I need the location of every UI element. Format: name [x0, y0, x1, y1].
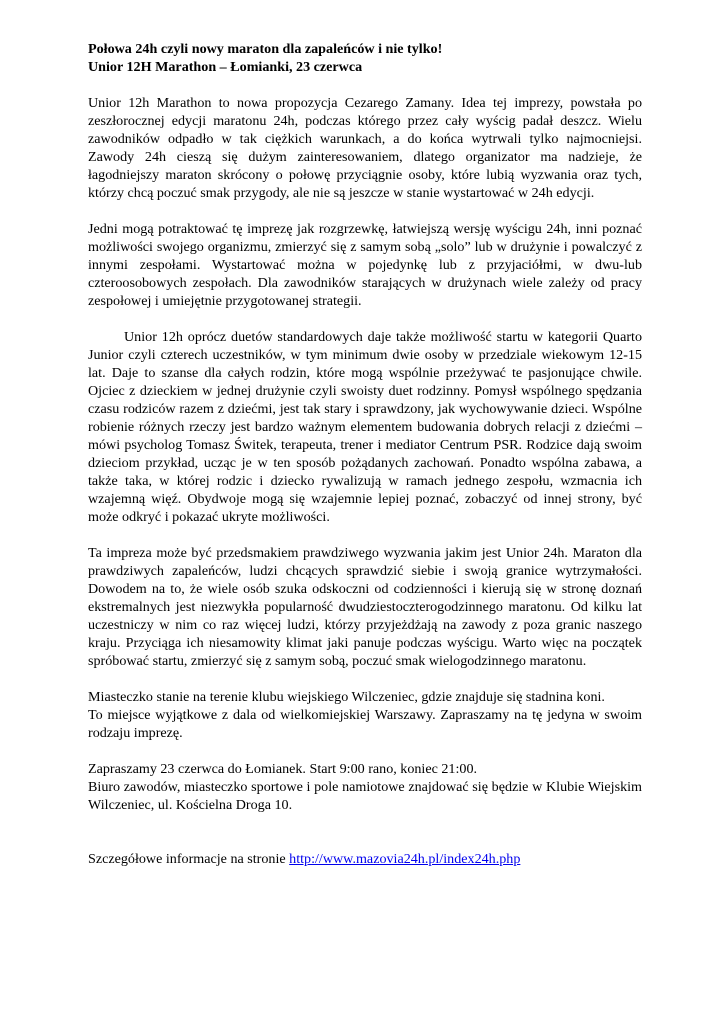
paragraph-warmup: Jedni mogą potraktować tę imprezę jak rozgrzewkę, łatwiejszą wersję wyścigu 24h, inni poznać możliwości swojego organizmu, zmierzyć się z samym sobą „solo” lub w drużynie i powalczyć z innymi zespołami. Wystartować można w pojedynkę lub z przyjaciółmi, w dwu-lub czteroosobowych zespołach. Dla zawodników starających w drużynach wiele zależy od pracy zespołowej i umiejętnie przygotowanej strategii.	[88, 221, 642, 309]
paragraph-office: Biuro zawodów, miasteczko sportowe i pole namiotowe znajdować się będzie w Klubie Wiejskim Wilczeniec, ul. Kościelna Droga 10.	[88, 779, 642, 813]
paragraph-venue: Miasteczko stanie na terenie klubu wiejskiego Wilczeniec, gdzie znajduje się stadnina koni.	[88, 689, 605, 705]
document-subtitle: Unior 12H Marathon – Łomianki, 23 czerwca	[88, 59, 363, 75]
website-link[interactable]: http://www.mazovia24h.pl/index24h.php	[289, 851, 521, 867]
paragraph-venue-invite: To miejsce wyjątkowe z dala od wielkomiejskiej Warszawy. Zapraszamy na tę jedyna w swoim rodzaju imprezę.	[88, 707, 642, 741]
spacer	[88, 310, 642, 328]
spacer	[88, 526, 642, 544]
info-prefix: Szczegółowe informacje na stronie	[88, 851, 290, 867]
paragraph-challenge: Ta impreza może być przedsmakiem prawdziwego wyzwania jakim jest Unior 24h. Maraton dla prawdziwych zapaleńców, ludzi chcących sprawdzić siebie i swoją granice wytrzymałości. Dowodem na to, że wiele osób szuka odskoczni od codzienności i kierują się w stronę doznań ekstremalnych jest niezwykła popularność dwudziestoczterogodzinnego maratonu. Od kilku lat uczestniczy w nim co raz więcej ludzi, którzy przyjeżdżają na zawody z poza granic naszego kraju. Przyciąga ich niesamowity klimat jaki panuje podczas wyścigu. Warto więc na początek spróbować startu, zmierzyć się z samym sobą, poczuć smak wielogodzinnego maratonu.	[88, 545, 642, 669]
paragraph-date: Zapraszamy 23 czerwca do Łomianek. Start 9:00 rano, koniec 21:00.	[88, 761, 478, 777]
paragraph-families: Unior 12h oprócz duetów standardowych daje także możliwość startu w kategorii Quarto Junior czyli czterech uczestników, w tym minimum dwie osoby w przedziale wiekowym 12-15 lat. Daje to szanse dla całych rodzin, które mogą wspólnie przeżywać te pasjonujące chwile. Ojciec z dzieckiem w jednej drużynie czyli swoisty duet rodzinny. Pomysł wspólnego spędzania czasu rodziców razem z dziećmi, jest tak stary i sprawdzony, jak wychowywanie dzieci. Wspólne robienie różnych rzeczy jest bardzo ważnym elementem budowania dobrych relacji z dziećmi – mówi psycholog Tomasz Świtek, terapeuta, trener i mediator Centrum PSR. Rodzice dają swoim dzieciom przykład, ucząc je w ten sposób pożądanych zachowań. Ponadto wspólna zabawa, a także taka, w której rodzic i dziecko rywalizują w ramach jednego zespołu, wzmacnia ich wzajemną więź. Obydwoje mogą się wzajemnie lepiej poznać, zobaczyć od innej strony, być może odkryć i pokazać ukryte możliwości.	[88, 329, 642, 525]
spacer	[88, 814, 642, 850]
spacer	[88, 742, 642, 760]
spacer	[88, 202, 642, 220]
paragraph-intro: Unior 12h Marathon to nowa propozycja Cezarego Zamany. Idea tej imprezy, powstała po zeszłorocznej edycji maratonu 24h, podczas którego przez cały wyścig padał deszcz. Wielu zawodników odpadło w tak ciężkich warunkach, a do końca wytrwali tylko najmocniejsi. Zawody 24h cieszą się dużym zainteresowaniem, dlatego organizator ma nadzieje, że łagodniejszy maraton skrócony o połowę przyciągnie osoby, które lubią wyzwania oraz tych, którzy chcą poczuć smak przygody, ale nie są jeszcze w stanie wystartować w 24h edycji.	[88, 95, 642, 201]
spacer	[88, 76, 642, 94]
document-page	[88, 40, 642, 868]
info-line	[88, 850, 642, 868]
document-title: Połowa 24h czyli nowy maraton dla zapaleńców i nie tylko!	[88, 41, 443, 57]
spacer	[88, 670, 642, 688]
